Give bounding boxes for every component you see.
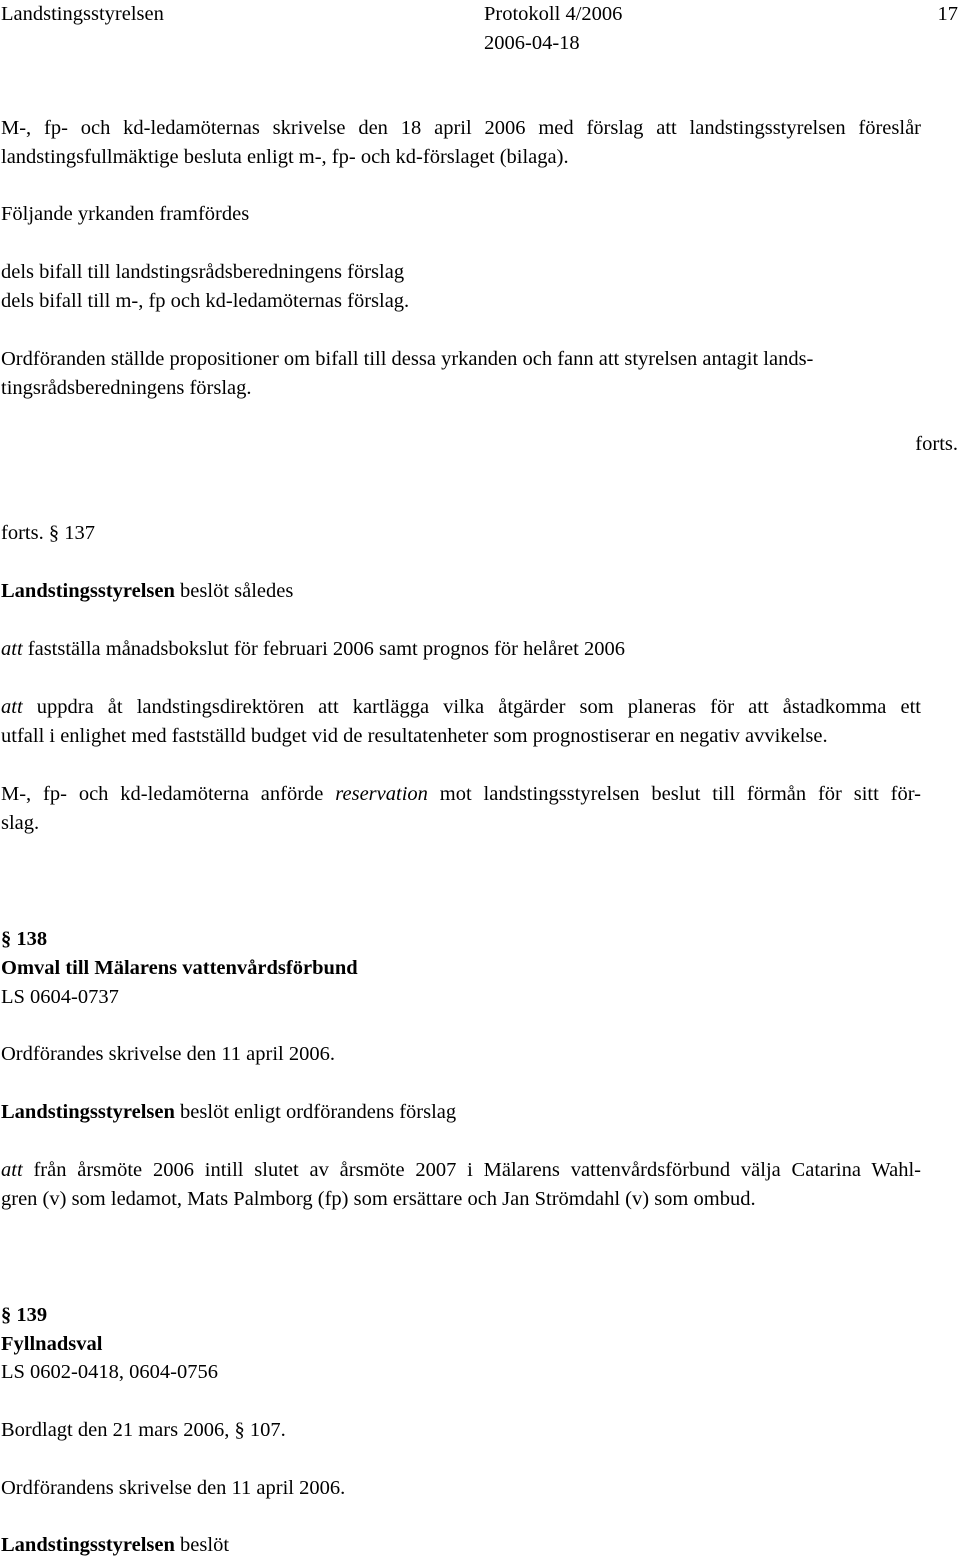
reservation-post: mot landstingsstyrelsen beslut till förmån för sitt för- (427, 783, 922, 805)
att-clause-2-line-2: utfall i enlighet med fastställd budget vid de resultatenheter som prognostiserar en negativ avvikelse. (1, 725, 828, 747)
reservation-line-2: slag. (1, 812, 40, 834)
section-number: 139 (16, 1304, 48, 1326)
forts-continued: forts. (915, 433, 958, 455)
att-word: att (1, 1159, 23, 1181)
decision-subject: Landstingsstyrelsen (1, 1101, 175, 1123)
reservation-pre: M-, fp- och kd-ledamöterna anförde (1, 783, 336, 805)
section-number: 138 (16, 928, 48, 950)
section-138-number (1, 925, 47, 954)
section-139-title: Fyllnadsval (1, 1333, 103, 1355)
ordforanden-line-2: tingsrådsberedningens förslag. (1, 377, 252, 399)
reservation-line-1 (1, 780, 921, 809)
ordforanden-line-1: Ordföranden ställde propositioner om bifall till dessa yrkanden och fann att styrelsen antagit lands- (1, 348, 814, 370)
section-number: 137 (64, 522, 95, 544)
reservation-word: reservation (335, 783, 428, 805)
section-139-skrivelse: Ordförandens skrivelse den 11 april 2006. (1, 1477, 346, 1499)
att-text: från årsmöte 2006 intill slutet av årsmöte 2007 i Mälarens vattenvårdsförbund välja Catarina Wahl- (22, 1159, 921, 1181)
decision-text: beslöt (174, 1534, 230, 1556)
skrivelse-line-2: landstingsfullmäktige besluta enligt m-, fp- och kd-förslaget (bilaga). (1, 146, 569, 168)
page-number: 17 (937, 3, 958, 25)
yrkanden-heading: Följande yrkanden framfördes (1, 203, 250, 225)
decision-138 (1, 1098, 456, 1127)
skrivelse-line-1: M-, fp- och kd-ledamöternas skrivelse den 18 april 2006 med förslag att landstingsstyrelsen föreslår (1, 117, 921, 139)
att-word: att (1, 696, 23, 718)
yrkande-2: dels bifall till m-, fp och kd-ledamöternas förslag. (1, 290, 410, 312)
att-word: att (1, 638, 23, 660)
att-clause-2-line-1 (1, 693, 921, 722)
att-clause-138-line-2: gren (v) som ledamot, Mats Palmborg (fp) som ersättare och Jan Strömdahl (v) som ombud. (1, 1188, 756, 1210)
att-clause-1 (1, 635, 625, 664)
section-sign: § (1, 928, 12, 950)
section-139-bordlagt: Bordlagt den 21 mars 2006, § 107. (1, 1419, 286, 1441)
section-139-ref: LS 0602-0418, 0604-0756 (1, 1361, 218, 1383)
decision-subject: Landstingsstyrelsen (1, 580, 175, 602)
section-137-heading (1, 519, 95, 548)
section-sign: § (48, 522, 60, 544)
section-138-ref: LS 0604-0737 (1, 986, 119, 1008)
decision-subject: Landstingsstyrelsen (1, 1534, 175, 1556)
header-date: 2006-04-18 (484, 32, 580, 54)
decision-text: beslöt således (174, 580, 294, 602)
forts-label: forts. (1, 522, 44, 544)
section-138-skrivelse: Ordförandes skrivelse den 11 april 2006. (1, 1043, 335, 1065)
yrkande-1: dels bifall till landstingsrådsberedningens förslag (1, 261, 405, 283)
att-text: fastställa månadsbokslut för februari 2006 samt prognos för helåret 2006 (22, 638, 625, 660)
section-139-number (1, 1301, 47, 1330)
header-organization: Landstingsstyrelsen (1, 3, 164, 25)
att-clause-138-line-1 (1, 1156, 921, 1185)
decision-text: beslöt enligt ordförandens förslag (174, 1101, 457, 1123)
att-text: uppdra åt landstingsdirektören att kartlägga vilka åtgärder som planeras för att åstadkomma ett (22, 696, 921, 718)
header-protocol: Protokoll 4/2006 (484, 3, 623, 25)
decision-139 (1, 1531, 229, 1560)
section-sign: § (1, 1304, 12, 1326)
section-138-title: Omval till Mälarens vattenvårdsförbund (1, 957, 358, 979)
decision-137 (1, 577, 293, 606)
